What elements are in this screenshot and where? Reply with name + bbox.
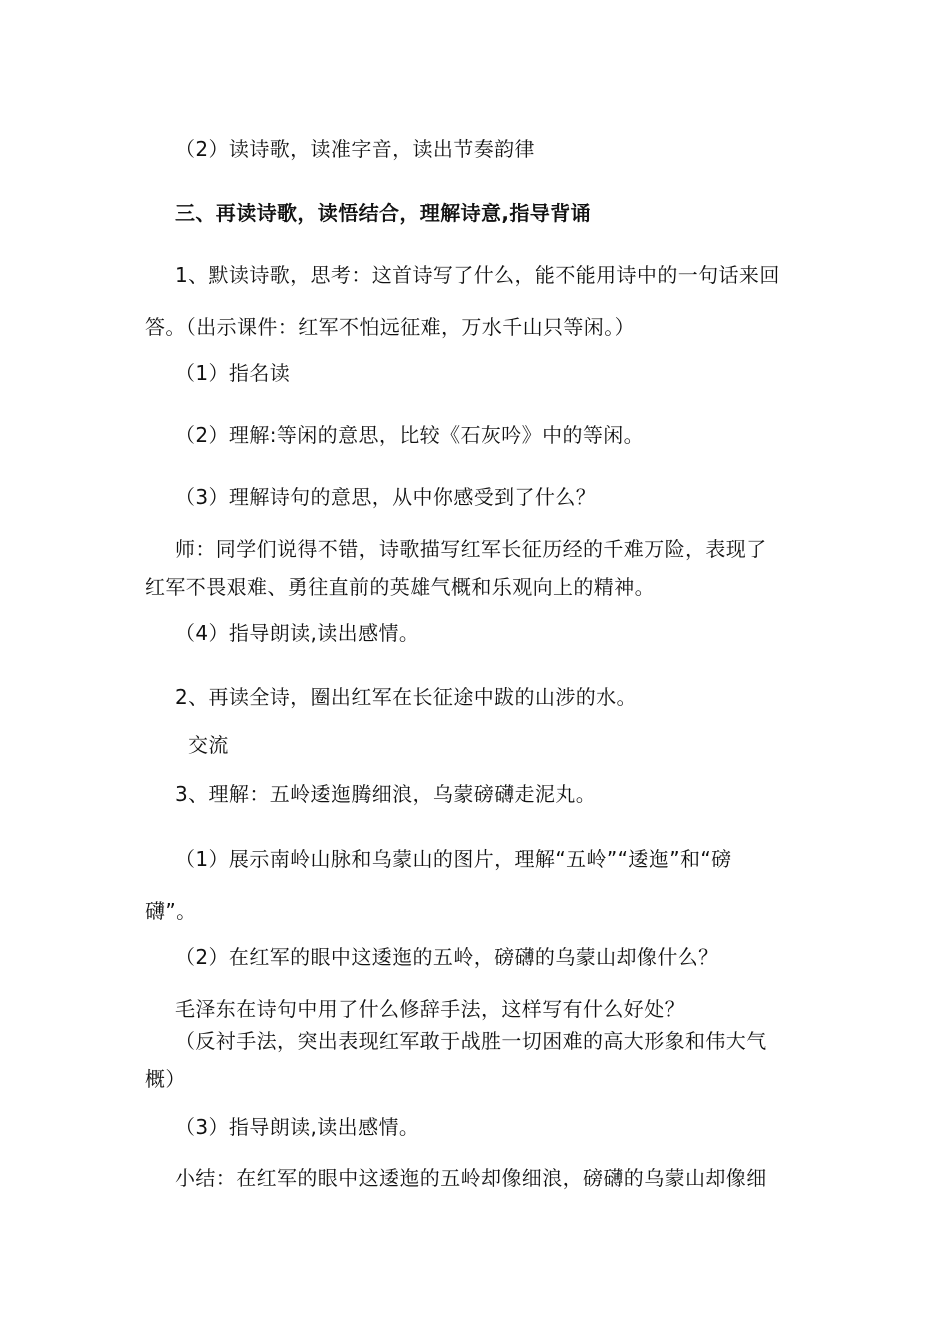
text-line: （1）展示南岭山脉和乌蒙山的图片，理解“五岭”“逶迤”和“磅 (175, 847, 732, 871)
text-line: （3）理解诗句的意思，从中你感受到了什么？ (175, 485, 597, 509)
text-line: （3）指导朗读,读出感情。 (175, 1115, 420, 1139)
text-line: 毛泽东在诗句中用了什么修辞手法，这样写有什么好处？ (175, 997, 685, 1021)
text-line: 3、理解：五岭逶迤腾细浪，乌蒙磅礴走泥丸。 (175, 782, 597, 806)
text-line: 概） (145, 1067, 186, 1091)
text-line: （反衬手法，突出表现红军敢于战胜一切困难的高大形象和伟大气 (175, 1029, 767, 1053)
text-line: 答。（出示课件：红军不怕远征难，万水千山只等闲。） (145, 315, 635, 339)
text-line: （2）读诗歌，读准字音，读出节奏韵律 (175, 137, 535, 161)
text-line: 交流 (188, 733, 229, 757)
text-line: （2）理解:等闲的意思，比较《石灰吟》中的等闲。 (175, 423, 645, 447)
text-line: 红军不畏艰难、勇往直前的英雄气概和乐观向上的精神。 (145, 575, 655, 599)
text-line: 礴”。 (145, 899, 197, 923)
text-line: 小结：在红军的眼中这逶迤的五岭却像细浪，磅礴的乌蒙山却像细 (175, 1166, 767, 1190)
section-heading: 三、再读诗歌，读悟结合，理解诗意,指导背诵 (175, 201, 591, 225)
text-line: （4）指导朗读,读出感情。 (175, 621, 420, 645)
text-line: （2）在红军的眼中这逶迤的五岭，磅礴的乌蒙山却像什么？ (175, 945, 719, 969)
text-line: （1）指名读 (175, 361, 291, 385)
text-line: 师：同学们说得不错，诗歌描写红军长征历经的千难万险，表现了 (175, 537, 767, 561)
text-line: 2、再读全诗，圈出红军在长征途中跋的山涉的水。 (175, 685, 637, 709)
text-line: 1、默读诗歌，思考：这首诗写了什么，能不能用诗中的一句话来回 (175, 263, 780, 287)
